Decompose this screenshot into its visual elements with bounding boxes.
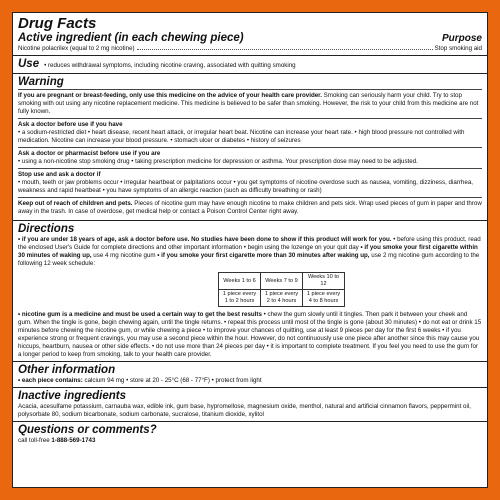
active-ingredient-heading: Active ingredient (in each chewing piece) xyxy=(18,32,244,44)
other-information-section xyxy=(13,362,487,388)
active-ingredient-section xyxy=(13,13,487,56)
children-warning xyxy=(18,197,482,218)
pregnancy-warning xyxy=(18,89,482,118)
pregnancy-warning-text: Smoking can seriously harm your child. Try to stop smoking with out using any nicotine replacement medicine. This medicine is believed to be safer than smoking. However, the risk to your child from this medicine are not fully known. xyxy=(18,92,479,115)
use-heading: Use xyxy=(18,58,40,70)
schedule-dose-3: 1 piece every 4 to 8 hours xyxy=(303,290,345,307)
other-information-bold: • each piece contains: xyxy=(18,377,83,384)
inactive-ingredients-text: Acacia, acesulfame potassium, carnauba wax, edible ink, gum base, hypromellose, magnesium oxide, menthol, natural and artificial cinnamon flavors, peppermint oil, polysorbate 80, sodium bicarbonate, sodium carbonate, sucralose, titanium dioxide, xylitol xyxy=(18,403,471,418)
directions-section xyxy=(13,221,487,362)
stop-use-block xyxy=(18,168,482,197)
directions-paragraph-2 xyxy=(18,311,482,359)
directions-2mg-condition: • if you smoke your first cigarette more than 30 minutes after waking up, xyxy=(157,252,370,259)
use-section xyxy=(13,56,487,74)
stop-use-text: • mouth, teeth or jaw problems occur • irregular heartbeat or palpitations occur • you get symptoms of nicotine overdose such as nausea, vomiting, dizziness, diarrhea, weakness and rapid heartbeat • you have symptoms of an allergic reaction (such as difficulty breathing or rash) xyxy=(18,179,473,194)
page-title: Drug Facts xyxy=(18,15,97,32)
ask-pharmacist-heading: Ask a doctor or pharmacist before use if you are xyxy=(18,150,161,157)
questions-heading: Questions or comments? xyxy=(18,424,157,436)
warnings-heading: Warning xyxy=(18,76,64,88)
dosing-schedule-table xyxy=(218,272,345,307)
other-information-heading: Other information xyxy=(18,364,116,376)
questions-call-label: call toll-free xyxy=(18,437,52,444)
other-information-detail: calcium 94 mg • store at 20 - 25°C (68 - 77°F) • protect from light xyxy=(82,377,262,384)
children-warning-bold: Keep out of reach of children and pets. xyxy=(18,200,133,207)
questions-text xyxy=(18,437,482,445)
directions-text-3: use 2 mg nicotine gum according to the following 12 week schedule: xyxy=(18,252,480,267)
ask-doctor-block xyxy=(18,118,482,147)
use-text: • reduces withdrawal symptoms, including nicotine craving, associated with quitting smoking xyxy=(44,62,296,69)
directions-text-2: use 4 mg nicotine gum xyxy=(91,252,158,259)
directions-usage-bold: • nicotine gum is a medicine and must be used a certain way to get the best results xyxy=(18,311,262,318)
dot-leader xyxy=(137,49,433,50)
ask-doctor-text: • a sodium-restricted diet • heart disease, recent heart attack, or irregular heart beat. Nicotine can increase your heart rate. • high blood pressure not controlled with medication. Nicotine can increase your blood pressure. • stomach ulcer or diabetes • history of seizures xyxy=(18,129,465,144)
children-warning-text: Pieces of nicotine gum may have enough nicotine to make children and pets sick. Wrap used pieces of gum in paper and throw away in the trash. In case of overdose, get medical help or contact a Poison Control Center right away. xyxy=(18,200,482,215)
schedule-dose-1: 1 piece every 1 to 2 hours xyxy=(219,290,261,307)
directions-paragraph-1 xyxy=(18,236,482,268)
active-ingredient: Nicotine polacrilex (equal to 2 mg nicotine) xyxy=(18,45,135,52)
phone-number: 1-888-569-1743 xyxy=(51,437,96,444)
ask-doctor-heading: Ask a doctor before use if you have xyxy=(18,121,123,128)
directions-heading: Directions xyxy=(18,223,75,235)
schedule-weeks-2: Weeks 7 to 9 xyxy=(261,273,303,290)
ask-pharmacist-block xyxy=(18,147,482,168)
directions-usage-text: • chew the gum slowly until it tingles. Then park it between your cheek and gum. When the tingle is gone, begin chewing again, until the tingle returns. • repeat this process until most of the tingle is gone (about 30 minutes) • do not eat or drink 15 minutes before chewing the nicotine gum, or while chewing a piece • to improve your chances of quitting, use at least 9 pieces per day for the first 6 weeks • if you experience strong or frequent cravings, you may use a second piece within the hour. However, do not continuously use one piece after another since this may cause you hiccups, heartburn, nausea or other side effects. • do not use more than 24 pieces per day • it is important to complete treatment. If you feel you need to use the gum for a longer period to keep from smoking, talk to your health care provider. xyxy=(18,311,482,358)
inactive-ingredients-section xyxy=(13,388,487,422)
schedule-weeks-1: Weeks 1 to 6 xyxy=(219,273,261,290)
stop-use-heading: Stop use and ask a doctor if xyxy=(18,171,101,178)
pregnancy-warning-bold: If you are pregnant or breast-feeding, only use this medicine on the advice of your health care provider. xyxy=(18,92,322,99)
purpose-heading: Purpose xyxy=(441,33,482,44)
drug-facts-panel xyxy=(12,12,488,488)
questions-section xyxy=(13,422,487,447)
other-information-text xyxy=(18,377,482,385)
directions-text-1: • before using this product, read the enclosed User's Guide for complete directions and other important information • begin using the lozenge on your quit day xyxy=(18,236,481,251)
inactive-ingredients-heading: Inactive ingredients xyxy=(18,390,127,402)
purpose-value: Stop smoking aid xyxy=(434,45,482,52)
warnings-section xyxy=(13,74,487,221)
directions-age-warning: • if you are under 18 years of age, ask a doctor before use. No studies have been done to show if this product will work for you. xyxy=(18,236,392,243)
schedule-weeks-3: Weeks 10 to 12 xyxy=(303,273,345,290)
ask-pharmacist-text: • using a non-nicotine stop smoking drug • taking prescription medicine for depression or asthma. Your prescription dose may need to be adjusted. xyxy=(18,158,418,165)
schedule-dose-2: 1 piece every 2 to 4 hours xyxy=(261,290,303,307)
directions-4mg-condition: • if you smoke your first cigarette within 30 minutes of waking up, xyxy=(18,244,478,259)
